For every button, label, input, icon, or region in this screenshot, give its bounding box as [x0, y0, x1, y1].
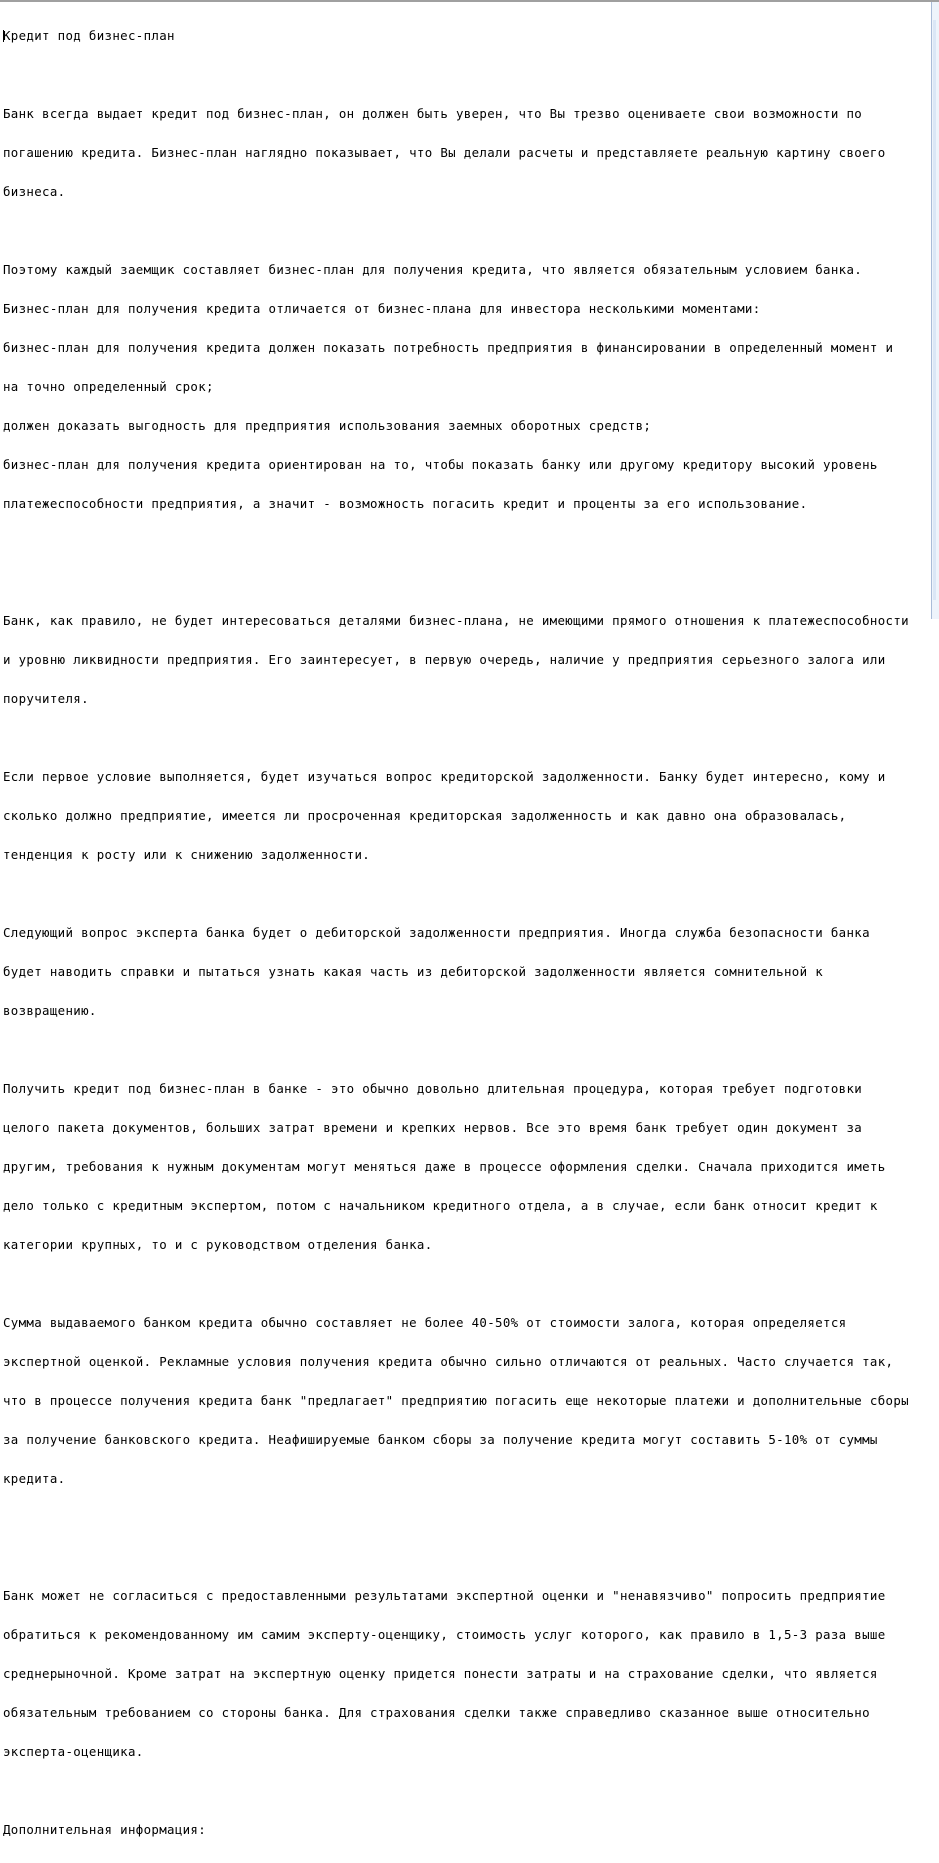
text-line: другим, требования к нужным документам могут меняться даже в процессе оформления сделки. Сначала приходится иметь	[3, 1159, 886, 1174]
text-line: на точно определенный срок;	[3, 379, 214, 394]
text-line: поручителя.	[3, 691, 89, 706]
text-line: бизнес-план для получения кредита должен показать потребность предприятия в финансировании в определенный момент и	[3, 340, 894, 355]
text-line	[3, 731, 928, 744]
text-line: Банк может не согласиться с предоставленными результатами экспертной оценки и "ненавязчиво" попросить предприятие	[3, 1588, 886, 1603]
text-line: Бизнес-план для получения кредита отличается от бизнес-плана для инвестора несколькими моментами:	[3, 301, 761, 316]
text-line: бизнеса.	[3, 184, 66, 199]
text-line: Следующий вопрос эксперта банка будет о дебиторской задолженности предприятия. Иногда служба безопасности банка	[3, 925, 870, 940]
text-line: дело только с кредитным экспертом, потом с начальником кредитного отдела, а в случае, если банк относит кредит к	[3, 1198, 878, 1213]
text-line: сколько должно предприятие, имеется ли просроченная кредиторская задолженность и как давно она образовалась,	[3, 808, 847, 823]
text-line	[3, 575, 928, 588]
text-line: экспертной оценкой. Рекламные условия получения кредита обычно сильно отличаются от реальных. Часто случается так,	[3, 1354, 894, 1369]
text-line: Получить кредит под бизнес-план в банке - это обычно довольно длительная процедура, которая требует подготовки	[3, 1081, 863, 1096]
text-line: Если первое условие выполняется, будет изучаться вопрос кредиторской задолженности. Банку будет интересно, кому и	[3, 769, 886, 784]
text-line	[3, 1511, 928, 1524]
text-line: погашению кредита. Бизнес-план наглядно показывает, что Вы делали расчеты и представляете реальную картину своего	[3, 145, 886, 160]
text-line	[3, 536, 928, 549]
text-line: Поэтому каждый заемщик составляет бизнес-план для получения кредита, что является обязательным условием банка.	[3, 262, 863, 277]
text-line: и уровню ликвидности предприятия. Его заинтересует, в первую очередь, наличие у предприятия серьезного залога или	[3, 652, 886, 667]
text-line: среднерыночной. Кроме затрат на экспертную оценку придется понести затраты и на страхование сделки, что является	[3, 1666, 878, 1681]
text-line: кредита.	[3, 1471, 66, 1486]
text-line	[3, 1043, 928, 1056]
text-line	[3, 1550, 928, 1563]
text-line: тенденция к росту или к снижению задолженности.	[3, 847, 371, 862]
text-line: будет наводить справки и пытаться узнать какая часть из дебиторской задолженности является сомнительной к	[3, 964, 824, 979]
text-line	[3, 224, 928, 237]
text-line: Банк, как правило, не будет интересоваться деталями бизнес-плана, не имеющими прямого отношения к платежеспособности	[3, 613, 909, 628]
text-line: за получение банковского кредита. Неафишируемые банком сборы за получение кредита могут составить 5-10% от суммы	[3, 1432, 878, 1447]
text-line: эксперта-оценщика.	[3, 1744, 144, 1759]
document-title-line: Кредит под бизнес-план	[3, 28, 175, 43]
text-line	[3, 68, 928, 81]
scrollbar-thumb[interactable]	[933, 20, 936, 600]
text-line: обязательным требованием со стороны банка. Для страхования сделки также справедливо сказанное выше относительно	[3, 1705, 870, 1720]
text-line: платежеспособности предприятия, а значит - возможность погасить кредит и проценты за его использование.	[3, 496, 808, 511]
text-line: должен доказать выгодность для предприятия использования заемных оборотных средств;	[3, 418, 652, 433]
text-line	[3, 1784, 928, 1797]
text-line: Дополнительная информация:	[3, 1822, 207, 1837]
text-line: бизнес-план для получения кредита ориентирован на то, чтобы показать банку или другому кредитору высокий уровень	[3, 457, 878, 472]
text-line: целого пакета документов, больших затрат времени и крепких нервов. Все это время банк требует один документ за	[3, 1120, 863, 1135]
text-line: обратиться к рекомендованному им самим эксперту-оценщику, стоимость услуг которого, как правило в 1,5-3 раза выше	[3, 1627, 886, 1642]
text-line: категории крупных, то и с руководством отделения банка.	[3, 1237, 433, 1252]
document-text-area[interactable]	[0, 2, 928, 1837]
vertical-scrollbar[interactable]	[931, 2, 939, 619]
text-line: возвращению.	[3, 1003, 97, 1018]
text-line: что в процессе получения кредита банк "предлагает" предприятию погасить еще некоторые платежи и дополнительные сборы	[3, 1393, 909, 1408]
text-line	[3, 1277, 928, 1290]
text-line	[3, 887, 928, 900]
text-line: Сумма выдаваемого банком кредита обычно составляет не более 40-50% от стоимости залога, которая определяется	[3, 1315, 847, 1330]
text-line: Банк всегда выдает кредит под бизнес-план, он должен быть уверен, что Вы трезво оцениваете свои возможности по	[3, 106, 863, 121]
